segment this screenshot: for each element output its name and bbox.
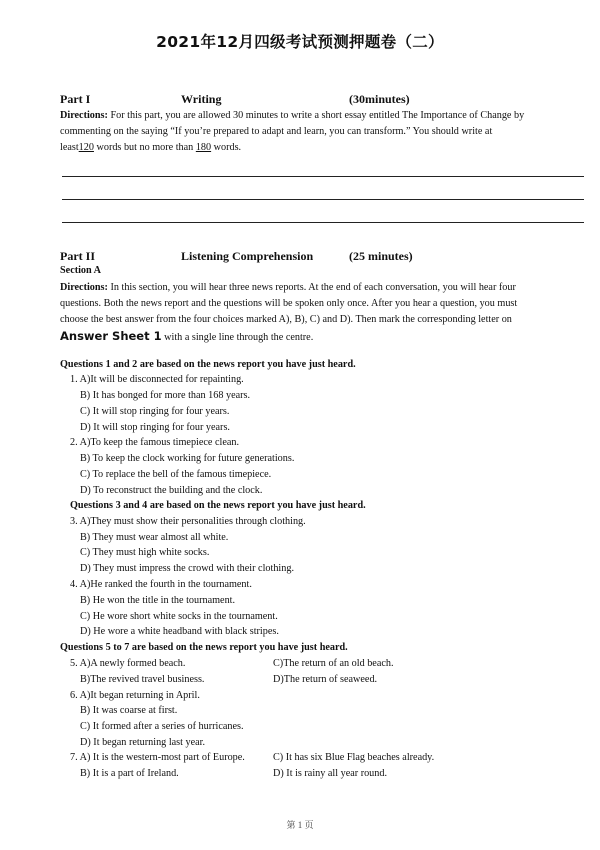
question-3-option-b[interactable]: B) They must wear almost all white. — [80, 532, 229, 543]
question-3-option-d[interactable]: D) They must impress the crowd with their clothing. — [80, 563, 294, 574]
directions-text: questions. Both the news report and the questions will be spoken only once. After you hear a question, you must — [60, 298, 518, 309]
question-1-option-c[interactable]: C) It will stop ringing for four years. — [80, 406, 230, 417]
question-3-option-a[interactable]: 3. A)They must show their personalities through clothing. — [70, 516, 306, 527]
question-7-option-c[interactable]: C) It has six Blue Flag beaches already. — [273, 752, 435, 763]
part2-time: (25 minutes) — [349, 249, 413, 263]
answer-sheet-label: Answer Sheet 1 — [60, 329, 162, 343]
question-1-option-b[interactable]: B) It has bonged for more than 168 years. — [80, 390, 251, 401]
question-1-option-a[interactable]: 1. A)It will be disconnected for repainting. — [70, 374, 244, 385]
question-3-option-c[interactable]: C) They must high white socks. — [80, 547, 210, 558]
directions-text: least — [60, 142, 79, 153]
question-5-option-a[interactable]: 5. A)A newly formed beach. — [70, 658, 186, 669]
question-group-heading: Questions 5 to 7 are based on the news report you have just heard. — [60, 642, 348, 653]
section-label: Section A — [60, 265, 102, 276]
directions-text: For this part, you are allowed 30 minutes to write a short essay entitled The Importance of Change by — [107, 110, 525, 121]
question-7-option-b[interactable]: B) It is a part of Ireland. — [80, 768, 179, 779]
question-6-option-c[interactable]: C) It formed after a series of hurricanes. — [80, 721, 244, 732]
question-4-option-d[interactable]: D) He wore a white headband with black stripes. — [80, 626, 279, 637]
question-group-heading: Questions 1 and 2 are based on the news report you have just heard. — [60, 359, 356, 370]
question-2-option-b[interactable]: B) To keep the clock working for future generations. — [80, 453, 295, 464]
part2-heading — [60, 249, 580, 265]
question-5-option-d[interactable]: D)The return of seaweed. — [273, 674, 378, 685]
question-4-option-c[interactable]: C) He wore short white socks in the tournament. — [80, 611, 278, 622]
part2-label: Part II — [60, 249, 95, 263]
writing-line[interactable] — [62, 176, 584, 177]
question-6-option-b[interactable]: B) It was coarse at first. — [80, 705, 178, 716]
part1-label: Part I — [60, 92, 91, 106]
question-4-option-a[interactable]: 4. A)He ranked the fourth in the tournament. — [70, 579, 252, 590]
part1-directions — [60, 108, 550, 156]
min-words: 120 — [78, 142, 94, 153]
part2-directions — [60, 280, 550, 346]
question-group-heading: Questions 3 and 4 are based on the news report you have just heard. — [70, 500, 366, 511]
directions-text: commenting on the saying “If you’re prepared to adapt and learn, you can transform.” You should write at — [60, 126, 493, 137]
question-5-option-c[interactable]: C)The return of an old beach. — [273, 658, 394, 669]
part1-name: Writing — [181, 92, 222, 106]
question-6-option-a[interactable]: 6. A)It began returning in April. — [70, 690, 200, 701]
question-1-option-d[interactable]: D) It will stop ringing for four years. — [80, 422, 230, 433]
directions-label: Directions: — [60, 110, 108, 121]
part2-name: Listening Comprehension — [181, 249, 314, 263]
writing-line[interactable] — [62, 199, 584, 200]
page-title: 2021年12月四级考试预测押题卷（二） — [156, 33, 444, 51]
directions-text: choose the best answer from the four choices marked A), B), C) and D). Then mark the corresponding letter on — [60, 314, 512, 325]
question-6-option-d[interactable]: D) It began returning last year. — [80, 737, 206, 748]
directions-text: In this section, you will hear three news reports. At the end of each conversation, you will hear four — [107, 282, 516, 293]
directions-text: words. — [211, 142, 242, 153]
part1-heading — [60, 92, 580, 108]
question-2-option-d[interactable]: D) To reconstruct the building and the clock. — [80, 485, 263, 496]
question-4-option-b[interactable]: B) He won the title in the tournament. — [80, 595, 236, 606]
question-2-option-c[interactable]: C) To replace the bell of the famous timepiece. — [80, 469, 272, 480]
writing-line[interactable] — [62, 222, 584, 223]
directions-text: with a single line through the centre. — [161, 332, 314, 343]
question-7-option-a[interactable]: 7. A) It is the western-most part of Europe. — [70, 752, 245, 763]
directions-text: words but no more than — [93, 142, 196, 153]
page-number: 第 1 页 — [286, 820, 314, 830]
question-5-option-b[interactable]: B)The revived travel business. — [80, 674, 205, 685]
directions-label: Directions: — [60, 282, 108, 293]
question-7-option-d[interactable]: D) It is rainy all year round. — [273, 768, 388, 779]
part1-time: (30minutes) — [349, 92, 410, 106]
max-words: 180 — [195, 142, 212, 153]
question-2-option-a[interactable]: 2. A)To keep the famous timepiece clean. — [70, 437, 240, 448]
